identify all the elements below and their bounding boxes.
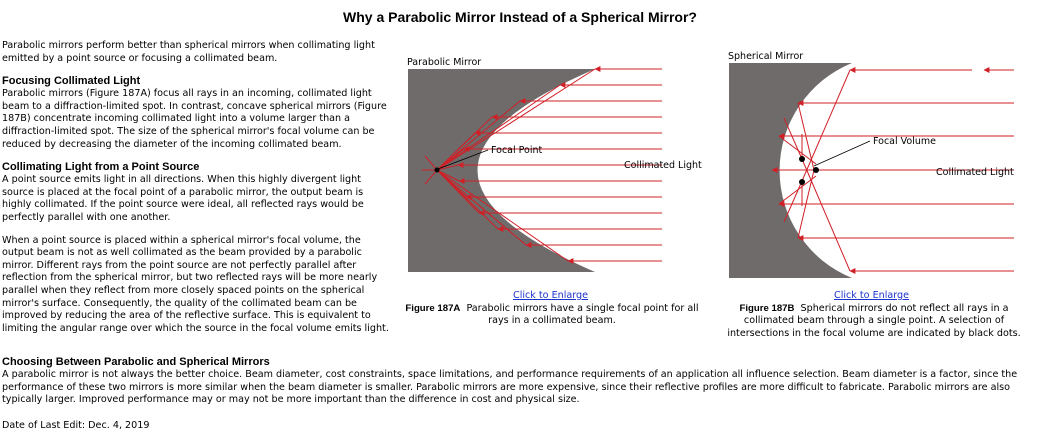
page-title: Why a Parabolic Mirror Instead of a Spherical Mirror? — [343, 9, 697, 25]
section-heading-collimating: Collimating Light from a Point Source — [2, 161, 200, 174]
figure-187a-caption-text: Parabolic mirrors have a single focal point for all rays in a collimated beam. — [466, 303, 699, 327]
choosing-section — [2, 356, 1044, 407]
section-paragraph: When a point source is placed within a spherical mirror's focal volume, the output beam is not as well collimated as the beam provided by a parabolic mirror. Different rays from the point source are not perfectly parallel after reflection from the spherical mirror, but two reflected rays will be more nearly parallel when they reflect from more closely spaced points on the spherical mirror's surface. Consequently, the quality of the collimated beam can be improved by reducing the area of the reflective surface. This is equivalent to limiting the angular range over which the source in the focal volume emits light. — [2, 234, 389, 334]
last-edit-date: Date of Last Edit: Dec. 4, 2019 — [2, 420, 150, 431]
focal-point-label: Focal Point — [491, 145, 543, 156]
figure-187a-diagram — [400, 52, 705, 290]
section-paragraph: A point source emits light in all directions. When this highly divergent light source is placed at the focal point of a parabolic mirror, the output beam is highly collimated. If the point source were ideal, all reflected rays would be perfectly parallel with one another. — [2, 174, 364, 223]
section-heading-focusing: Focusing Collimated Light — [2, 75, 141, 88]
intersection-dot — [799, 179, 805, 185]
focal-point-dot — [435, 168, 440, 173]
mirror-label: Spherical Mirror — [728, 51, 804, 62]
intersection-dot — [813, 167, 819, 173]
collimated-light-label: Collimated Light — [936, 167, 1014, 178]
intersection-dot — [799, 156, 805, 162]
focal-volume-label: Focal Volume — [873, 136, 936, 147]
enlarge-link-187b[interactable]: Click to Enlarge — [834, 290, 910, 301]
figure-187b-label: Figure 187B — [739, 303, 795, 314]
figure-187a-label: Figure 187A — [405, 303, 461, 314]
section-paragraph: A parabolic mirror is not always the better choice. Beam diameter, cost constraints, space limitations, and performance requirements of an application all influence selection. Beam diameter is a factor, since the performance of these two mirrors is more similar when the beam diameter is smaller. Parabolic mirrors are more expensive, since their reflective profiles are more difficult to fabricate. Parabolic mirrors are also typically larger. Improved performance may or may not be more important than the difference in cost and physical size. — [2, 369, 1018, 406]
focal-volume-leader — [814, 141, 870, 166]
left-column — [2, 40, 394, 345]
intro-paragraph: Parabolic mirrors perform better than spherical mirrors when collimating light emitted by a point source or focusing a collimated beam. — [2, 40, 375, 64]
figure-187b-diagram — [722, 46, 1042, 290]
figure-187b-caption-text: Spherical mirrors do not reflect all rays in a collimated beam through a single point. A selection of intersections in the focal volume are indicated by black dots. — [727, 303, 1021, 339]
mirror-label: Parabolic Mirror — [407, 57, 482, 68]
section-paragraph: Parabolic mirrors (Figure 187A) focus all rays in an incoming, collimated light beam to a diffraction-limited spot. In contrast, concave spherical mirrors (Figure 187B) concentrate incoming collimated light into a volume larger than a diffraction-limited spot. The size of the spherical mirror's focal volume can be reduced by decreasing the diameter of the incoming collimated beam. — [2, 88, 387, 150]
figure-187a-caption — [402, 303, 702, 328]
section-heading-choosing: Choosing Between Parabolic and Spherical Mirrors — [2, 356, 270, 368]
collimated-light-label: Collimated Light — [624, 160, 702, 171]
enlarge-link-187a[interactable]: Click to Enlarge — [513, 290, 589, 301]
figure-187b-caption — [724, 303, 1024, 340]
